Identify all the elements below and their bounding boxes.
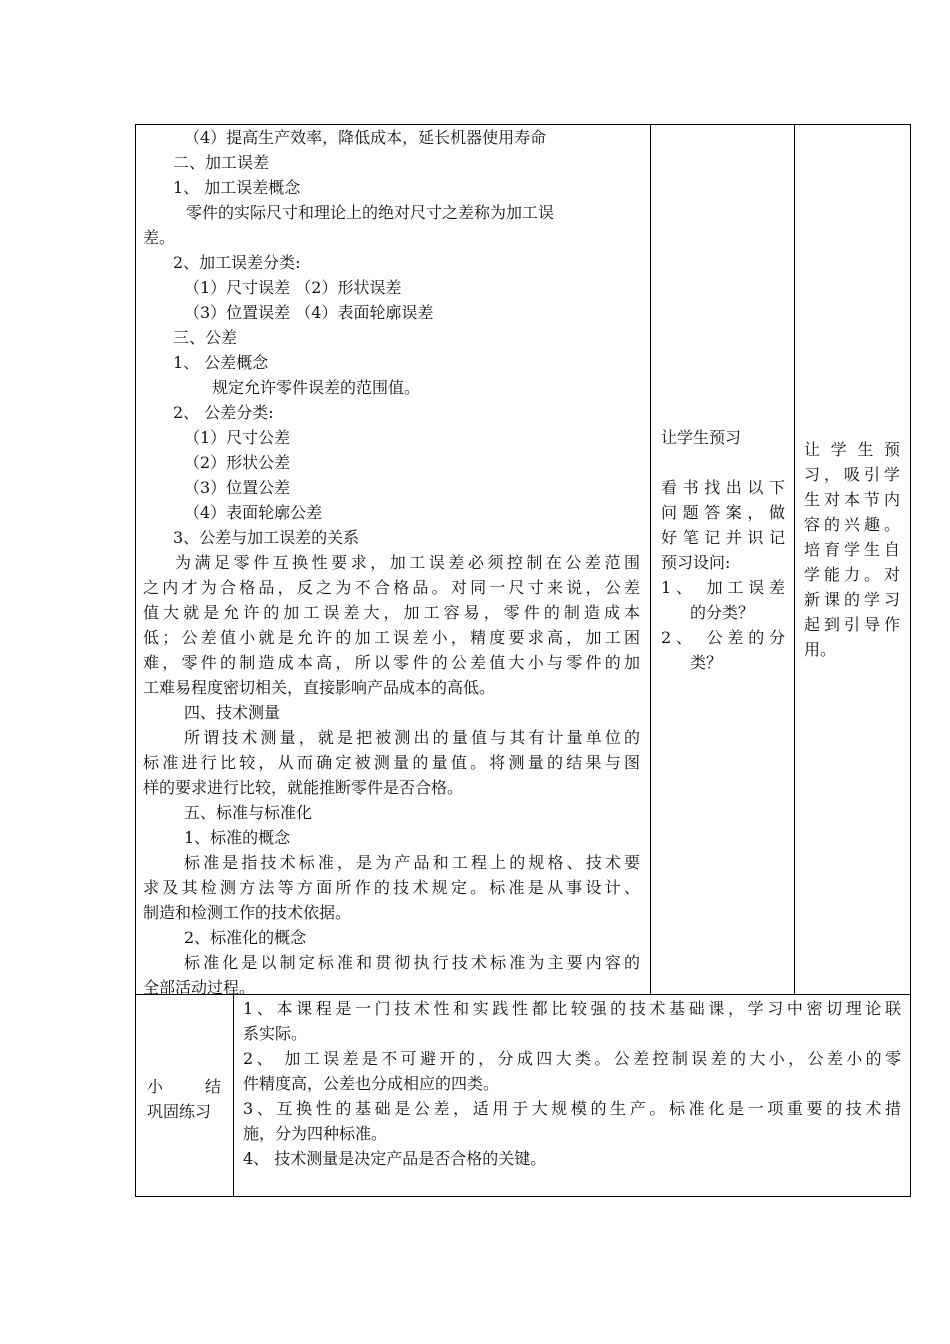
text-line: 样的要求进行比较，就能推断零件是否合格。 — [143, 778, 464, 797]
text-line: 制造和检测工作的技术依据。 — [143, 903, 352, 922]
text-line: （4）提高生产效率，降低成本，延长机器使用寿命 — [184, 128, 547, 147]
subsection-heading: 3、公差与加工误差的关系 — [173, 528, 360, 547]
text-line: （3）位置公差 — [184, 478, 291, 497]
section-heading: 四、技术测量 — [184, 703, 281, 722]
text-line: （1）尺寸公差 — [184, 428, 291, 447]
section-heading: 五、标准与标准化 — [184, 803, 313, 822]
text-line: 为满足零件互换性要求，加工误差必须控制在公差范围 — [175, 553, 640, 572]
text-line: （2）形状公差 — [184, 453, 291, 472]
activity-line: 的分类？ — [690, 603, 755, 622]
text-line: （4）表面轮廓公差 — [184, 503, 323, 522]
text-line: 所谓技术测量，就是把被测出的量值与其有计量单位的 — [184, 728, 640, 747]
text-line: 工难易程度密切相关，直接影响产品成本的高低。 — [143, 678, 496, 697]
subsection-heading: 1、 加工误差概念 — [173, 178, 301, 197]
text-line: 之内才为合格品，反之为不合格品。对同一尺寸来说，公差 — [143, 578, 640, 597]
intent-line: 生对本节内 — [804, 490, 900, 509]
subsection-heading: 1、标准的概念 — [184, 828, 291, 847]
intent-line: 容的兴趣。 — [804, 515, 900, 534]
subsection-heading: 2、 公差分类: — [173, 403, 274, 422]
summary-line: 系实际。 — [243, 1024, 308, 1043]
section-heading: 二、加工误差 — [173, 153, 270, 172]
intent-line: 新课的学习 — [804, 590, 900, 609]
text-line: 全部活动过程。 — [143, 978, 256, 997]
column-divider — [233, 994, 234, 1197]
intent-line: 起到引导作 — [804, 615, 900, 634]
summary-line: 2、 加工误差是不可避开的，分成四大类。公差控制误差的大小，公差小的零 — [243, 1049, 901, 1068]
intent-line: 让学生预 — [804, 440, 900, 459]
column-divider — [650, 124, 651, 995]
text-line: （1）尺寸误差 （2）形状误差 — [184, 278, 402, 297]
text-line: 标准是指技术标准，是为产品和工程上的规格、技术要 — [184, 853, 640, 872]
summary-label: 巩固练习 — [147, 1102, 212, 1121]
text-line: 值大就是允许的加工误差大，加工容易，零件的制造成本 — [143, 603, 640, 622]
activity-line: 看书找出以下 — [661, 478, 785, 497]
subsection-heading: 2、加工误差分类: — [173, 253, 301, 272]
activity-line: 好笔记并识记 — [661, 528, 785, 547]
summary-line: 施，分为四种标准。 — [243, 1124, 388, 1143]
activity-line: 问题答案，做 — [661, 503, 785, 522]
activity-line: 预习设问: — [661, 553, 731, 572]
text-line: 差。 — [143, 228, 176, 247]
summary-line: 1、本课程是一门技术性和实践性都比较强的技术基础课，学习中密切理论联 — [243, 999, 901, 1018]
intent-line: 用。 — [804, 640, 837, 659]
text-line: 低；公差值小就是允许的加工误差小，精度要求高，加工困 — [143, 628, 640, 647]
text-line: 标准进行比较，从而确定被测量的量值。将测量的结果与图 — [143, 753, 640, 772]
section-heading: 三、公差 — [173, 328, 238, 347]
activity-line: 2、 公差的分 — [661, 628, 785, 647]
subsection-heading: 1、 公差概念 — [173, 353, 269, 372]
intent-line: 学能力。对 — [804, 565, 900, 584]
text-line: 规定允许零件误差的范围值。 — [212, 378, 421, 397]
text-line: （3）位置误差 （4）表面轮廓误差 — [184, 303, 434, 322]
activity-line: 类？ — [690, 653, 723, 672]
subsection-heading: 2、标准化的概念 — [184, 928, 307, 947]
text-line: 求及其检测方法等方面所作的技术规定。标准是从事设计、 — [143, 878, 640, 897]
summary-line: 件精度高，公差也分成相应的四类。 — [243, 1074, 500, 1093]
intent-line: 培育学生自 — [804, 540, 900, 559]
column-divider — [794, 124, 795, 995]
summary-label: 小 结 — [147, 1077, 221, 1096]
text-line: 标准化是以制定标准和贯彻执行技术标准为主要内容的 — [184, 953, 640, 972]
summary-line: 3、互换性的基础是公差，适用于大规模的生产。标准化是一项重要的技术措 — [243, 1099, 901, 1118]
text-line: 难，零件的制造成本高，所以零件的公差值大小与零件的加 — [143, 653, 640, 672]
text-line: 零件的实际尺寸和理论上的绝对尺寸之差称为加工误 — [186, 203, 555, 222]
activity-line: 1、 加工误差 — [661, 578, 785, 597]
activity-line: 让学生预习 — [661, 428, 742, 447]
summary-line: 4、 技术测量是决定产品是否合格的关键。 — [243, 1149, 547, 1168]
intent-line: 习，吸引学 — [804, 465, 900, 484]
